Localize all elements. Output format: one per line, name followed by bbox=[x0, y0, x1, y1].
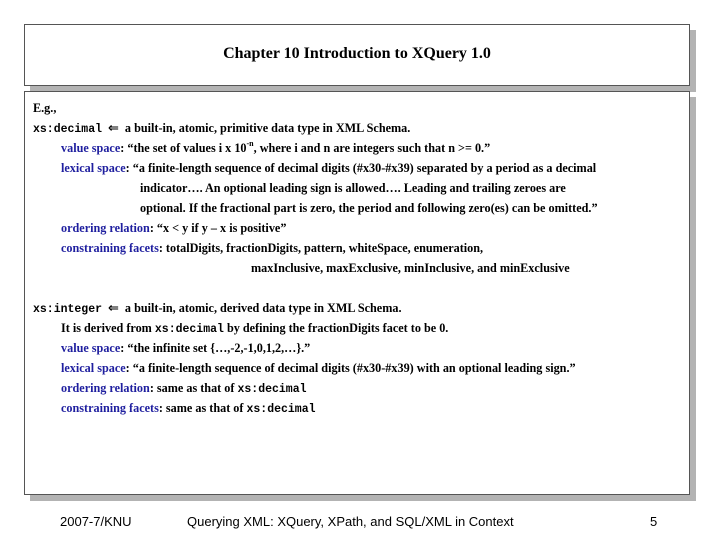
integer-derived bbox=[33, 318, 681, 338]
decimal-ordering bbox=[33, 218, 681, 238]
facets-text-2: maxInclusive, maxExclusive, minInclusive, and minExclusive bbox=[251, 261, 570, 275]
eg-line bbox=[33, 98, 681, 118]
value-space-label: value space bbox=[61, 341, 121, 355]
integer-name: xs:integer bbox=[33, 303, 103, 316]
lexical-space-label: lexical space bbox=[61, 161, 126, 175]
value-space-text: : “the set of values i x 10 bbox=[120, 141, 247, 155]
ordering-label: ordering relation bbox=[61, 221, 150, 235]
integer-facets bbox=[33, 398, 681, 418]
ordering-text: : “x < y if y – x is positive” bbox=[149, 221, 287, 235]
ordering-type: xs:decimal bbox=[237, 383, 307, 396]
footer-page-number: 5 bbox=[650, 514, 658, 529]
lexical-space-text-2: indicator…. An optional leading sign is allowed…. Leading and trailing zeroes are bbox=[140, 181, 566, 195]
value-space-label: value space bbox=[61, 141, 121, 155]
value-space-exponent: -n bbox=[246, 139, 254, 148]
lexical-space-text: : “a finite-length sequence of decimal digits (#x30-#x39) separated by a period as a decimal bbox=[125, 161, 597, 175]
integer-line bbox=[33, 298, 681, 318]
derived-text-end: by defining the fractionDigits facet to be 0. bbox=[223, 321, 449, 335]
integer-lexical-space bbox=[33, 358, 681, 378]
content-box bbox=[24, 91, 690, 495]
decimal-facets-cont bbox=[33, 258, 681, 278]
integer-value-space bbox=[33, 338, 681, 358]
decimal-line bbox=[33, 118, 681, 138]
decimal-lexical-cont-2 bbox=[33, 198, 681, 218]
facets-text: : same as that of bbox=[158, 401, 247, 415]
ordering-text: : same as that of bbox=[149, 381, 238, 395]
ordering-label: ordering relation bbox=[61, 381, 150, 395]
decimal-value-space bbox=[33, 138, 681, 158]
lexical-space-label: lexical space bbox=[61, 361, 126, 375]
title-box bbox=[24, 24, 690, 86]
decimal-lexical-space bbox=[33, 158, 681, 178]
footer-title: Querying XML: XQuery, XPath, and SQL/XML in Context bbox=[187, 514, 514, 529]
integer-desc: a built-in, atomic, derived data type in XML Schema. bbox=[124, 301, 402, 315]
facets-label: constraining facets bbox=[61, 401, 159, 415]
spacer bbox=[33, 278, 681, 298]
facets-label: constraining facets bbox=[61, 241, 159, 255]
footer-date: 2007-7/KNU bbox=[60, 514, 132, 529]
slide-title: Chapter 10 Introduction to XQuery 1.0 bbox=[223, 45, 491, 62]
integer-ordering bbox=[33, 378, 681, 398]
facets-text: : totalDigits, fractionDigits, pattern, whiteSpace, enumeration, bbox=[158, 241, 484, 255]
derived-type: xs:decimal bbox=[154, 323, 224, 336]
decimal-desc: a built-in, atomic, primitive data type in XML Schema. bbox=[124, 121, 411, 135]
decimal-facets bbox=[33, 238, 681, 258]
left-arrow-icon: ⇐ bbox=[108, 301, 119, 316]
decimal-name: xs:decimal bbox=[33, 123, 103, 136]
value-space-text-end: , where i and n are integers such that n >= 0.” bbox=[253, 141, 491, 155]
value-space-text: : “the infinite set {…,-2,-1,0,1,2,…}.” bbox=[120, 341, 311, 355]
derived-text: It is derived from bbox=[61, 321, 155, 335]
facets-type: xs:decimal bbox=[246, 403, 316, 416]
slide-content bbox=[33, 98, 681, 418]
lexical-space-text-3: optional. If the fractional part is zero, the period and following zero(es) can be omitted.” bbox=[140, 201, 598, 215]
eg-text: E.g., bbox=[33, 101, 57, 115]
left-arrow-icon: ⇐ bbox=[108, 121, 119, 136]
lexical-space-text: : “a finite-length sequence of decimal digits (#x30-#x39) with an optional leading sign.” bbox=[125, 361, 576, 375]
decimal-lexical-cont-1 bbox=[33, 178, 681, 198]
